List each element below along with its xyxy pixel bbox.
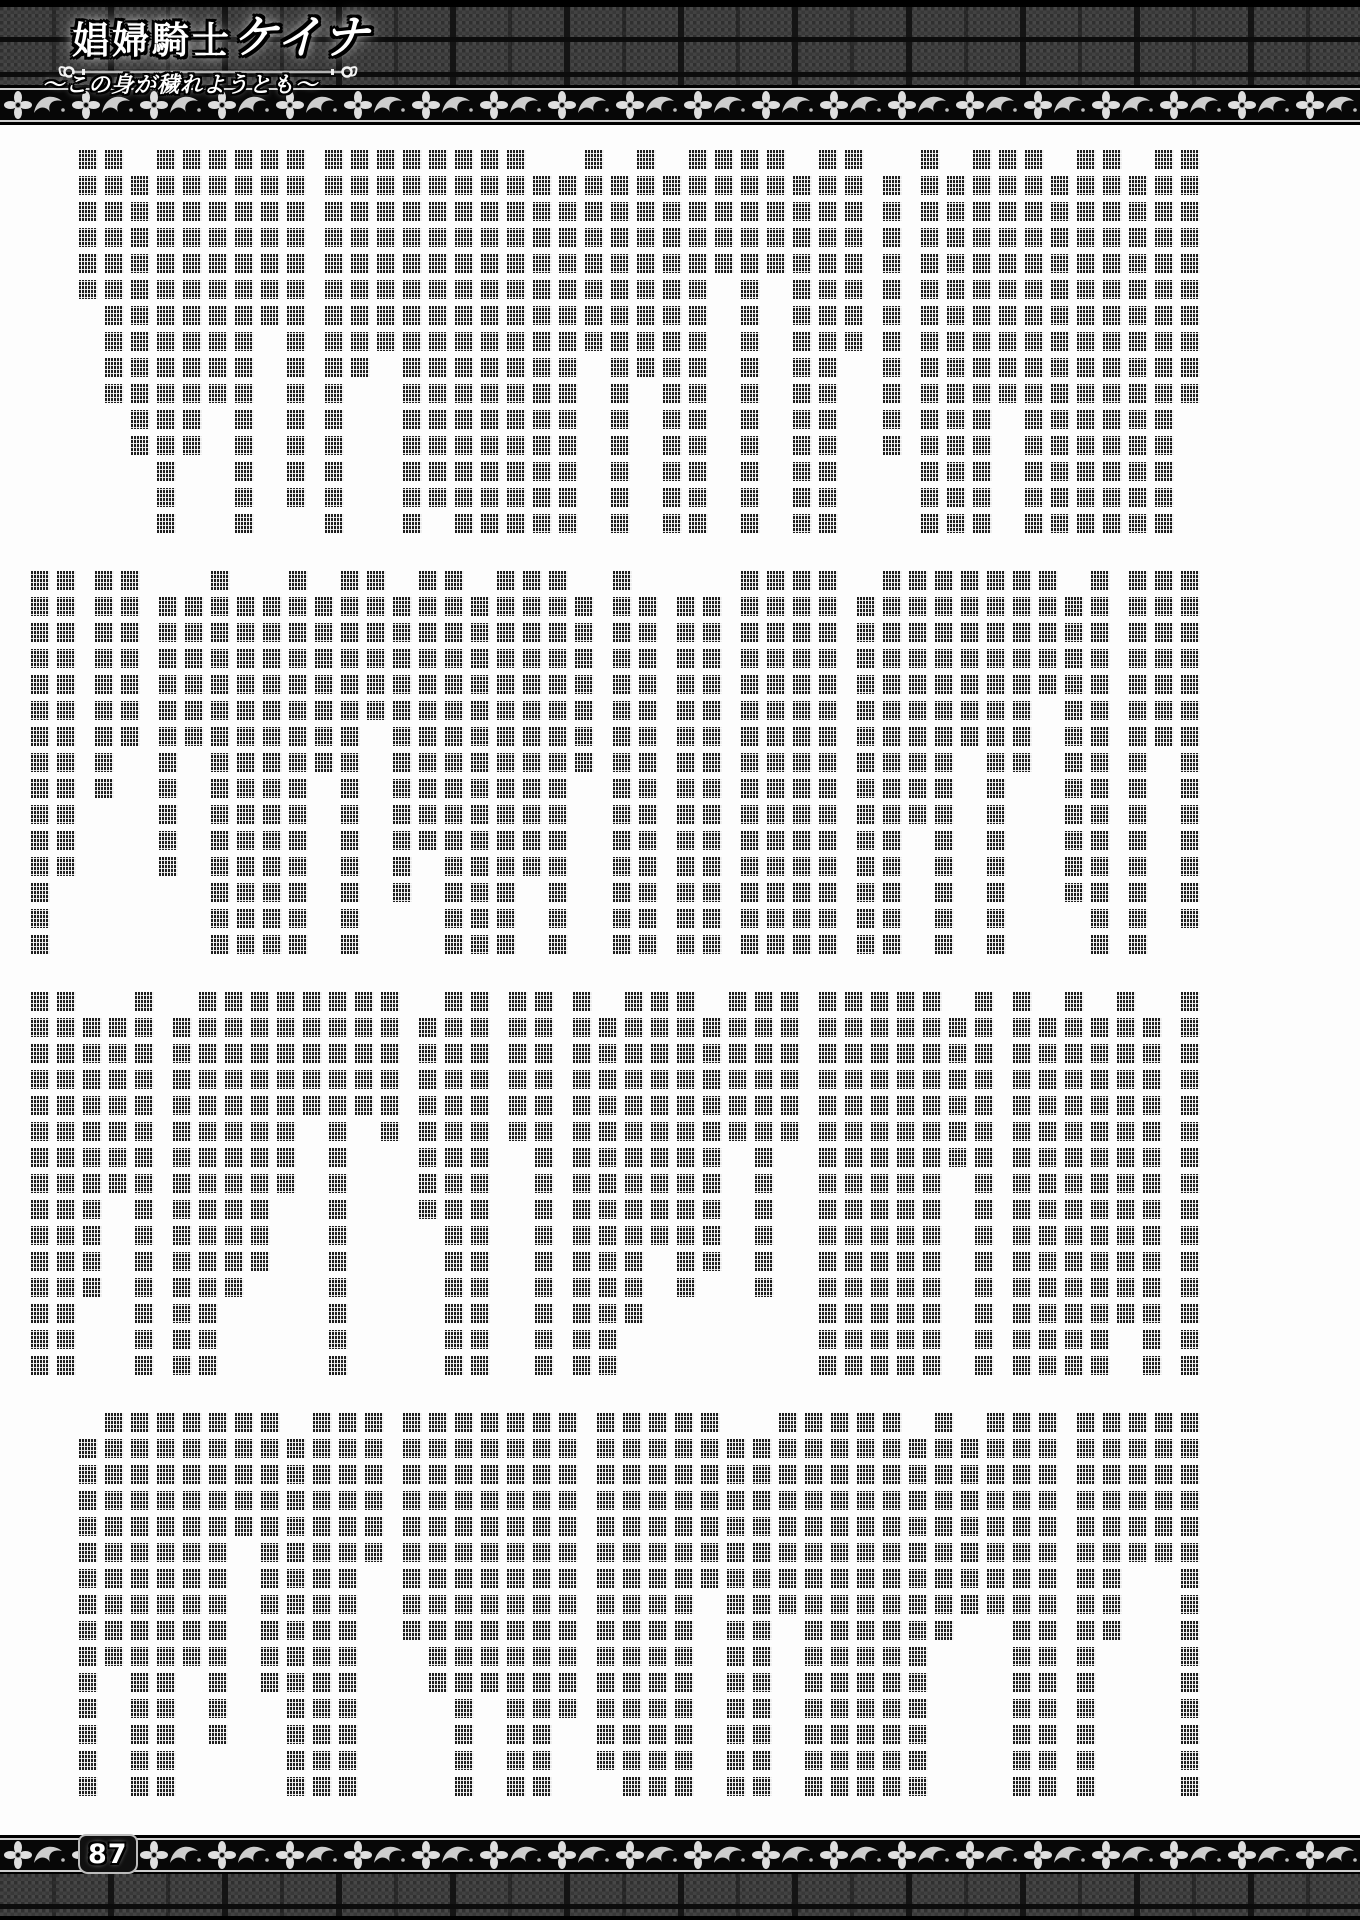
greeked-text-column: [597, 1413, 616, 1777]
greeked-text-column: [429, 1413, 448, 1699]
greeked-text-column: [767, 150, 786, 280]
greeked-text-column: [703, 597, 722, 961]
greeked-text-column: [31, 571, 50, 961]
greeked-text-column: [419, 571, 438, 857]
greeked-text-column: [639, 597, 658, 961]
greeked-text-column: [781, 992, 800, 1148]
greeked-text-column: [159, 597, 178, 883]
greeked-text-column: [1117, 992, 1136, 1330]
greeked-text-column: [287, 150, 306, 514]
greeked-text-column: [703, 1018, 722, 1278]
greeked-text-column: [701, 1413, 720, 1595]
greeked-text-column: [481, 150, 500, 540]
ornament-border-bottom: [0, 1838, 1360, 1872]
text-block-row-2: [66, 571, 1200, 976]
greeked-text-column: [481, 1413, 500, 1699]
greeked-text-column: [613, 571, 632, 961]
greeked-text-column: [599, 1018, 618, 1382]
greeked-text-column: [471, 597, 490, 961]
greeked-text-column: [1077, 150, 1096, 540]
greeked-text-column: [549, 571, 568, 961]
greeked-text-column: [1051, 176, 1070, 540]
greeked-text-column: [497, 571, 516, 961]
greeked-text-column: [209, 1413, 228, 1751]
greeked-text-column: [1129, 1413, 1148, 1569]
greeked-text-column: [1129, 176, 1148, 540]
greeked-text-column: [79, 1439, 98, 1803]
greeked-text-column: [987, 571, 1006, 961]
page-number: [78, 1834, 138, 1874]
greeked-text-column: [523, 571, 542, 883]
greeked-text-column: [455, 1413, 474, 1803]
text-block-row-3: [66, 992, 1200, 1397]
greeked-text-column: [741, 150, 760, 540]
greeked-text-column: [623, 1413, 642, 1803]
greeked-text-column: [559, 1413, 578, 1725]
greeked-text-column: [289, 571, 308, 961]
greeked-text-column: [1077, 1413, 1096, 1803]
greeked-text-column: [805, 1413, 824, 1803]
greeked-text-column: [651, 992, 670, 1252]
greeked-text-column: [585, 150, 604, 358]
greeked-text-column: [131, 1413, 150, 1803]
greeked-text-column: [157, 1413, 176, 1803]
greeked-text-column: [883, 176, 902, 462]
greeked-text-column: [135, 992, 154, 1382]
greeked-text-column: [1155, 1413, 1174, 1569]
greeked-text-column: [897, 992, 916, 1382]
brick-texture-bottom: [0, 1874, 1360, 1920]
greeked-text-column: [935, 571, 954, 961]
greeked-text-column: [1181, 150, 1200, 410]
greeked-text-column: [367, 571, 386, 727]
greeked-text-column: [1013, 1413, 1032, 1803]
greeked-text-column: [1129, 571, 1148, 961]
greeked-text-column: [57, 571, 76, 883]
greeked-text-column: [339, 1413, 358, 1803]
greeked-text-column: [845, 992, 864, 1382]
greeked-text-column: [471, 992, 490, 1382]
greeked-text-column: [199, 992, 218, 1382]
greeked-text-column: [325, 150, 344, 540]
greeked-text-column: [793, 176, 812, 540]
greeked-text-column: [637, 150, 656, 384]
greeked-text-column: [251, 992, 270, 1278]
greeked-text-column: [1155, 150, 1174, 540]
greeked-text-column: [1103, 1413, 1122, 1647]
greeked-text-column: [845, 150, 864, 358]
page-number-value: 87: [88, 1838, 128, 1870]
greeked-text-column: [819, 150, 838, 540]
greeked-text-column: [857, 1413, 876, 1803]
greeked-text-column: [121, 571, 140, 753]
ornament-pattern-bottom-icon: [0, 1840, 1360, 1870]
greeked-text-column: [1013, 571, 1032, 779]
greeked-text-column: [573, 992, 592, 1382]
greeked-text-column: [949, 1018, 968, 1174]
greeked-text-column: [1155, 571, 1174, 753]
greeked-text-column: [365, 1413, 384, 1569]
page-subtitle: ～この身が穢れようとも～: [42, 73, 319, 98]
greeked-text-column: [767, 571, 786, 961]
greeked-text-column: [677, 992, 696, 1304]
greeked-text-column: [677, 597, 696, 961]
greeked-text-column: [183, 1413, 202, 1673]
greeked-text-column: [831, 1413, 850, 1803]
greeked-text-column: [729, 992, 748, 1148]
greeked-text-column: [263, 597, 282, 961]
greeked-text-column: [313, 1413, 332, 1803]
greeked-text-column: [83, 1018, 102, 1304]
greeked-text-column: [109, 1018, 128, 1200]
greeked-text-column: [1181, 571, 1200, 935]
greeked-text-column: [1091, 1018, 1110, 1382]
greeked-text-column: [1025, 150, 1044, 540]
greeked-text-column: [1181, 992, 1200, 1382]
greeked-text-column: [575, 597, 594, 779]
greeked-text-column: [79, 150, 98, 306]
greeked-text-column: [533, 176, 552, 540]
greeked-text-column: [649, 1413, 668, 1803]
greeked-text-column: [95, 571, 114, 805]
greeked-text-column: [535, 992, 554, 1382]
greeked-text-column: [947, 176, 966, 540]
greeked-text-column: [351, 150, 370, 384]
greeked-text-column: [973, 150, 992, 540]
greeked-text-column: [105, 150, 124, 410]
greeked-text-column: [445, 571, 464, 961]
greeked-text-column: [157, 150, 176, 540]
greeked-text-column: [793, 571, 812, 961]
greeked-text-column: [507, 1413, 526, 1803]
text-block-row-1: [66, 150, 1200, 555]
greeked-text-column: [921, 150, 940, 540]
greeked-text-column: [261, 150, 280, 332]
greeked-text-column: [1103, 150, 1122, 540]
greeked-text-column: [741, 571, 760, 961]
title-emphasis: ケイナ: [232, 10, 370, 64]
text-content-area: [0, 124, 1360, 1838]
greeked-text-column: [819, 992, 838, 1382]
greeked-text-column: [31, 992, 50, 1382]
greeked-text-column: [445, 992, 464, 1382]
greeked-text-column: [261, 1413, 280, 1699]
greeked-text-column: [329, 992, 348, 1382]
greeked-text-column: [315, 597, 334, 779]
greeked-text-column: [923, 992, 942, 1382]
greeked-text-column: [715, 150, 734, 280]
greeked-text-column: [559, 176, 578, 540]
greeked-text-column: [625, 992, 644, 1330]
greeked-text-column: [727, 1439, 746, 1803]
text-block-row-4: [66, 1413, 1200, 1818]
greeked-text-column: [1091, 571, 1110, 961]
greeked-text-column: [355, 992, 374, 1122]
greeked-text-column: [909, 571, 928, 831]
greeked-text-column: [675, 1413, 694, 1803]
greeked-text-column: [403, 1413, 422, 1647]
greeked-text-column: [689, 150, 708, 540]
greeked-text-column: [509, 992, 528, 1148]
greeked-text-column: [533, 1413, 552, 1803]
greeked-text-column: [105, 1413, 124, 1673]
greeked-text-column: [753, 1439, 772, 1803]
greeked-text-column: [235, 1413, 254, 1543]
greeked-text-column: [883, 571, 902, 961]
greeked-text-column: [883, 1413, 902, 1803]
greeked-text-column: [57, 992, 76, 1382]
greeked-text-column: [1065, 992, 1084, 1382]
greeked-text-column: [429, 150, 448, 514]
greeked-text-column: [987, 1413, 1006, 1621]
greeked-text-column: [287, 1439, 306, 1803]
greeked-text-column: [341, 571, 360, 961]
greeked-text-column: [303, 992, 322, 1122]
greeked-text-column: [871, 992, 890, 1382]
greeked-text-column: [377, 150, 396, 358]
greeked-text-column: [419, 1018, 438, 1226]
greeked-text-column: [393, 597, 412, 909]
greeked-text-column: [961, 1439, 980, 1621]
title-main: 娼婦騎士: [72, 19, 232, 62]
greeked-text-column: [183, 150, 202, 462]
greeked-text-column: [211, 571, 230, 961]
greeked-text-column: [909, 1439, 928, 1803]
greeked-text-column: [237, 597, 256, 961]
greeked-text-column: [225, 992, 244, 1304]
greeked-text-column: [663, 176, 682, 540]
greeked-text-column: [381, 992, 400, 1148]
greeked-text-column: [403, 150, 422, 540]
greeked-text-column: [755, 992, 774, 1304]
greeked-text-column: [185, 597, 204, 753]
greeked-text-column: [975, 992, 994, 1382]
greeked-text-column: [999, 150, 1018, 410]
greeked-text-column: [1143, 1018, 1162, 1382]
greeked-text-column: [611, 176, 630, 540]
greeked-text-column: [961, 571, 980, 753]
greeked-text-column: [819, 571, 838, 961]
greeked-text-column: [277, 992, 296, 1200]
greeked-text-column: [1039, 1413, 1058, 1803]
greeked-text-column: [455, 150, 474, 540]
greeked-text-column: [209, 150, 228, 410]
greeked-text-column: [507, 150, 526, 540]
greeked-text-column: [1013, 992, 1032, 1382]
greeked-text-column: [1065, 597, 1084, 909]
page-title: [72, 10, 370, 64]
greeked-text-column: [857, 597, 876, 961]
greeked-text-column: [935, 1413, 954, 1647]
greeked-text-column: [235, 150, 254, 540]
greeked-text-column: [1039, 1018, 1058, 1382]
greeked-text-column: [173, 1018, 192, 1382]
greeked-text-column: [1039, 571, 1058, 701]
greeked-text-column: [779, 1413, 798, 1621]
greeked-text-column: [131, 176, 150, 462]
greeked-text-column: [1181, 1413, 1200, 1803]
